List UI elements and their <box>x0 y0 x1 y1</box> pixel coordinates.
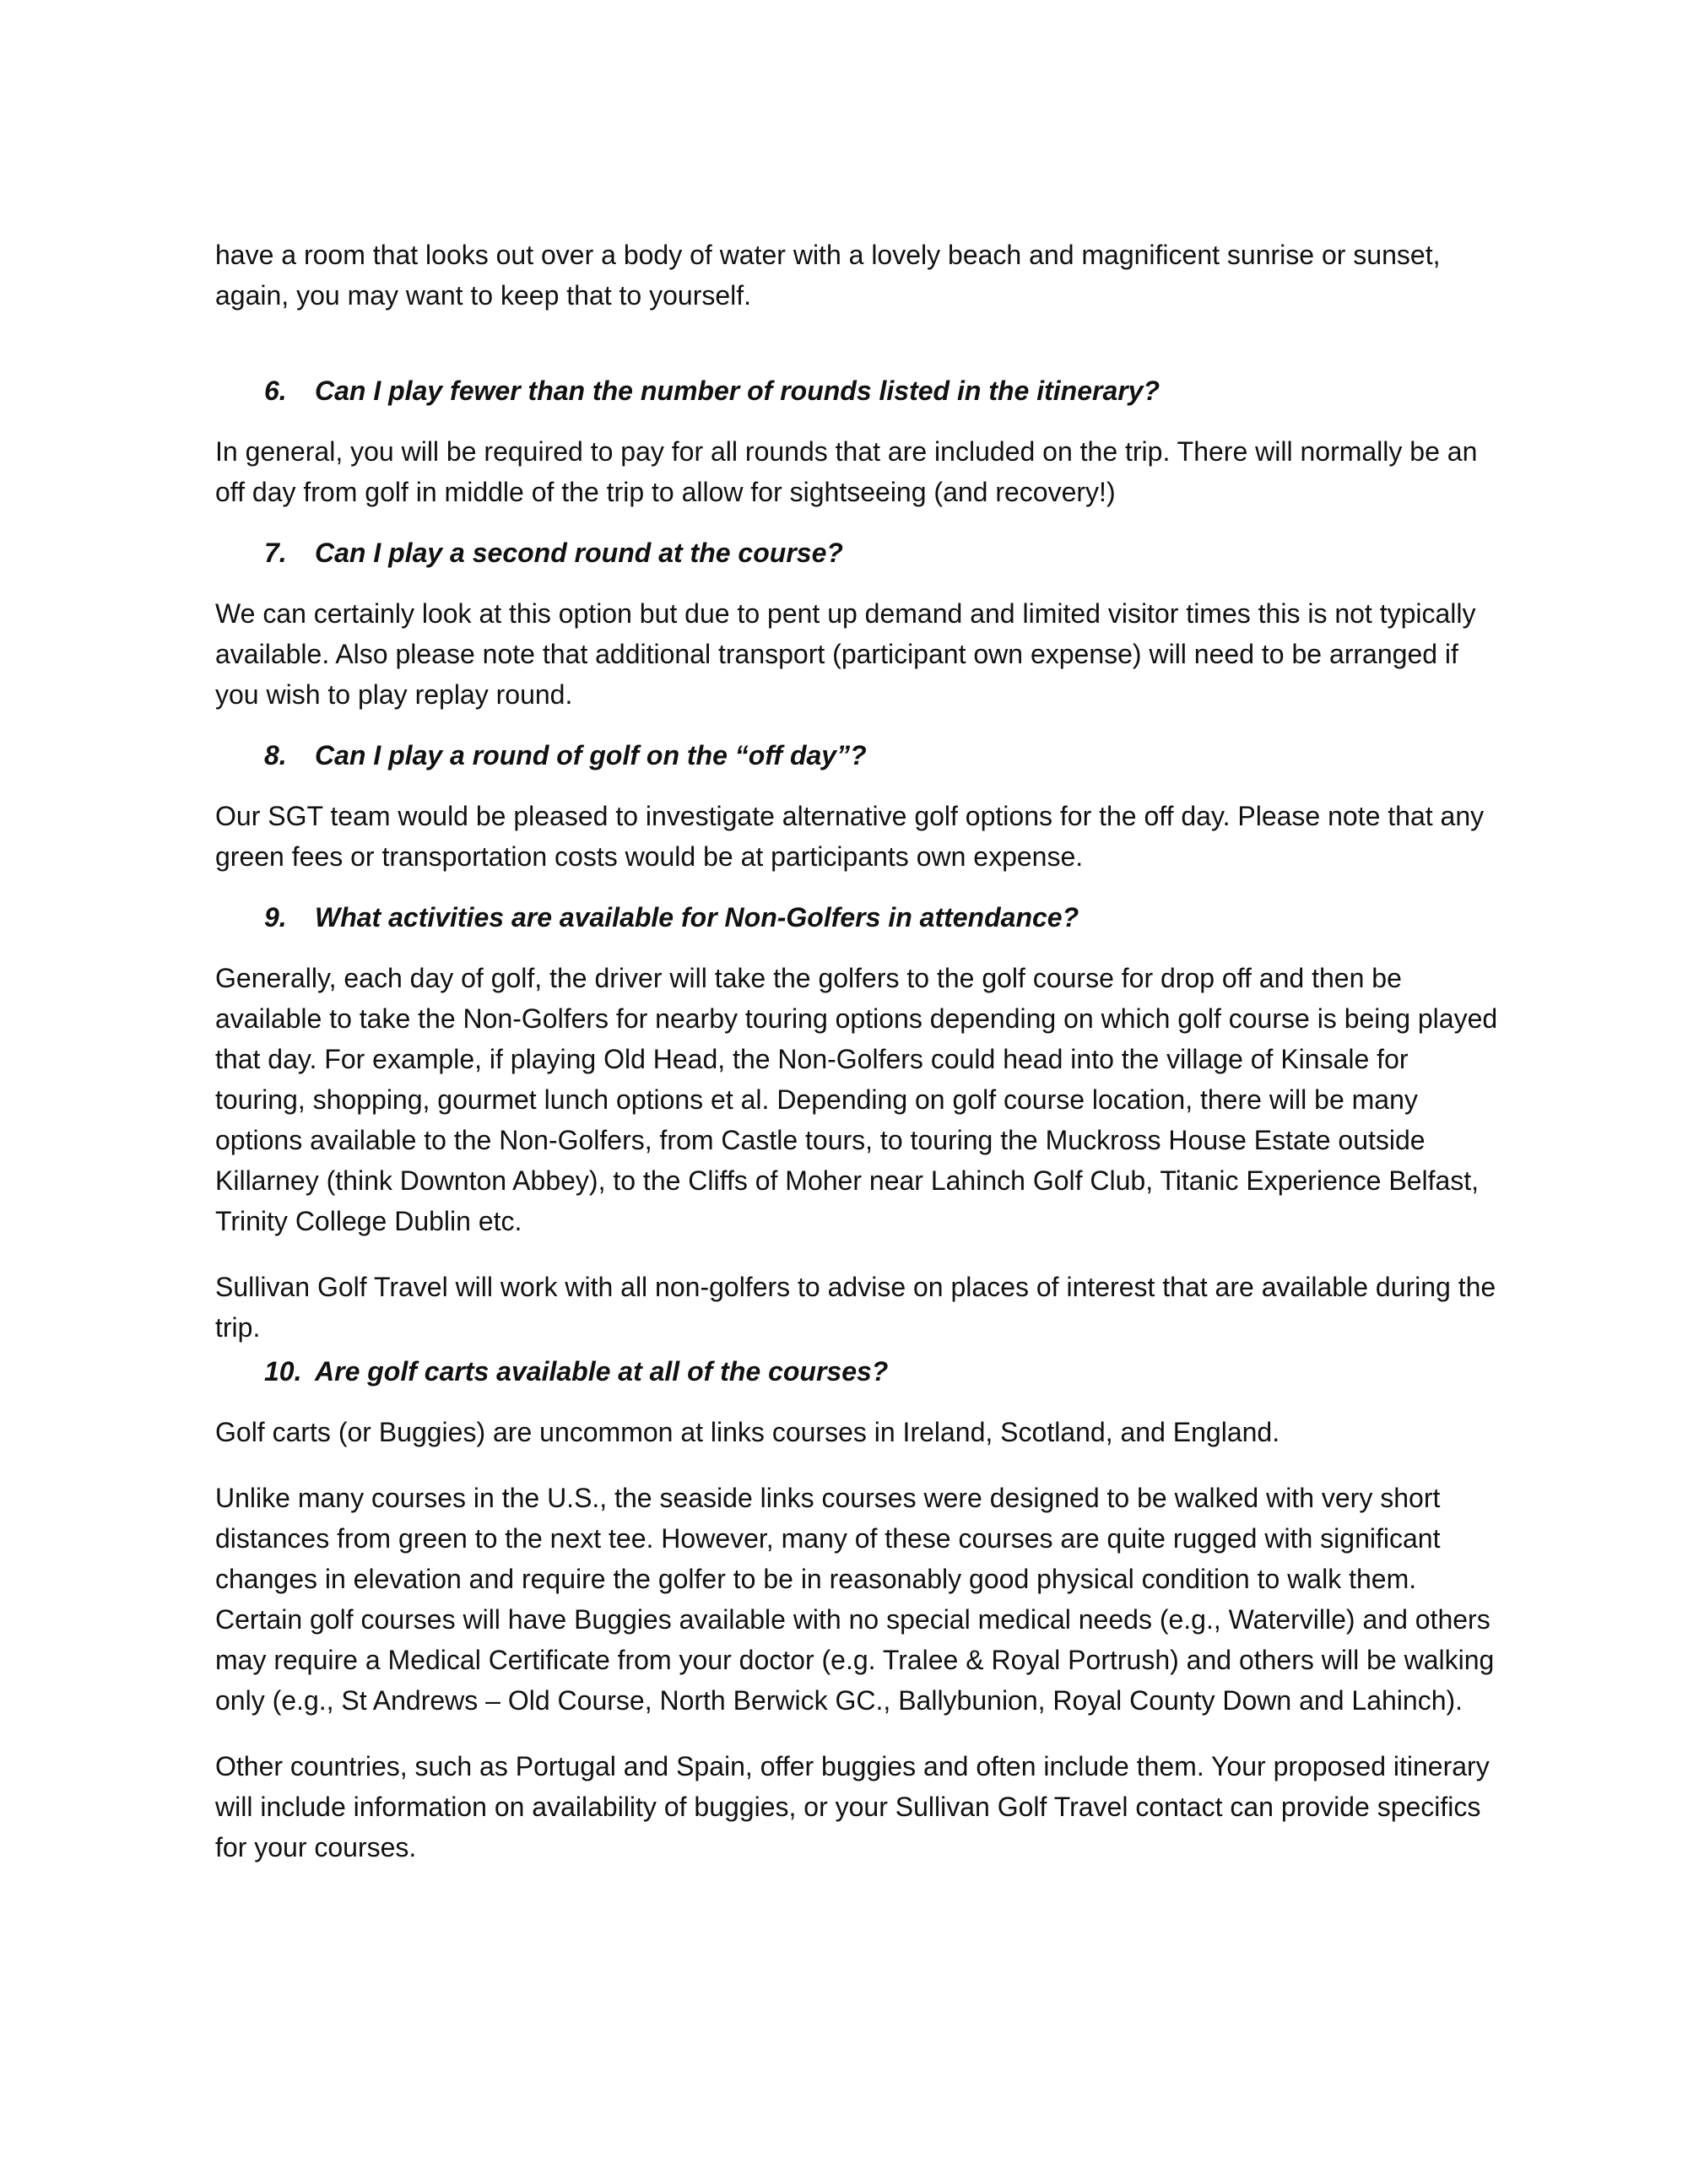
faq-number: 7. <box>264 538 287 568</box>
faq-answer-9-2: Sullivan Golf Travel will work with all non-golfers to advise on places of interest that are available during the trip. <box>215 1272 1496 1343</box>
faq-question-text: Can I play a second round at the course? <box>315 538 843 568</box>
faq-answer-10-1: Golf carts (or Buggies) are uncommon at links courses in Ireland, Scotland, and England. <box>215 1417 1280 1447</box>
faq-question-text: What activities are available for Non-Golfers in attendance? <box>315 902 1079 933</box>
intro-paragraph: have a room that looks out over a body of water with a lovely beach and magnificent sunrise or sunset, again, you may want to keep that to yourself. <box>215 240 1441 311</box>
faq-question-9 <box>215 897 1498 938</box>
faq-question-text: Are golf carts available at all of the courses? <box>315 1356 889 1387</box>
faq-number: 9. <box>264 902 287 933</box>
faq-question-text: Can I play a round of golf on the “off day”? <box>315 740 867 770</box>
faq-question-6 <box>215 370 1498 411</box>
faq-question-8 <box>215 735 1498 776</box>
faq-question-text: Can I play fewer than the number of rounds listed in the itinerary? <box>315 376 1160 406</box>
faq-answer-7-1: We can certainly look at this option but due to pent up demand and limited visitor times this is not typically available. Also please note that additional transport (participant own expense) will need to be arranged if you wish to play replay round. <box>215 598 1476 710</box>
faq-number: 6. <box>264 376 287 406</box>
faq-number: 8. <box>264 740 287 770</box>
faq-answer-10-3: Other countries, such as Portugal and Spain, offer buggies and often include them. Your proposed itinerary will include information on availability of buggies, or your Sullivan Golf Travel contact can provide specifics for your courses. <box>215 1751 1490 1862</box>
faq-question-10 <box>215 1351 1498 1392</box>
faq-number: 10. <box>264 1356 302 1387</box>
faq-answer-9-1: Generally, each day of golf, the driver will take the golfers to the golf course for drop off and then be available to take the Non-Golfers for nearby touring options depending on which golf course is being played that day. For example, if playing Old Head, the Non-Golfers could head into the village of Kinsale for touring, shopping, gourmet lunch options et al. Depending on golf course location, there will be many options available to the Non-Golfers, from Castle tours, to touring the Muckross House Estate outside Killarney (think Downton Abbey), to the Cliffs of Moher near Lahinch Golf Club, Titanic Experience Belfast, Trinity College Dublin etc. <box>215 963 1498 1236</box>
document-page <box>215 235 1498 1868</box>
faq-answer-8-1: Our SGT team would be pleased to investigate alternative golf options for the off day. Please note that any green fees or transportation costs would be at participants own expense. <box>215 801 1485 872</box>
faq-answer-6-1: In general, you will be required to pay for all rounds that are included on the trip. There will normally be an off day from golf in middle of the trip to allow for sightseeing (and recovery!) <box>215 436 1478 507</box>
faq-question-7 <box>215 532 1498 573</box>
faq-answer-10-2: Unlike many courses in the U.S., the seaside links courses were designed to be walked with very short distances from green to the next tee. However, many of these courses are quite rugged with significant changes in elevation and require the golfer to be in reasonably good physical condition to walk them. Certain golf courses will have Buggies available with no special medical needs (e.g., Waterville) and others may require a Medical Certificate from your doctor (e.g. Tralee & Royal Portrush) and others will be walking only (e.g., St Andrews – Old Course, North Berwick GC., Ballybunion, Royal County Down and Lahinch). <box>215 1483 1495 1716</box>
